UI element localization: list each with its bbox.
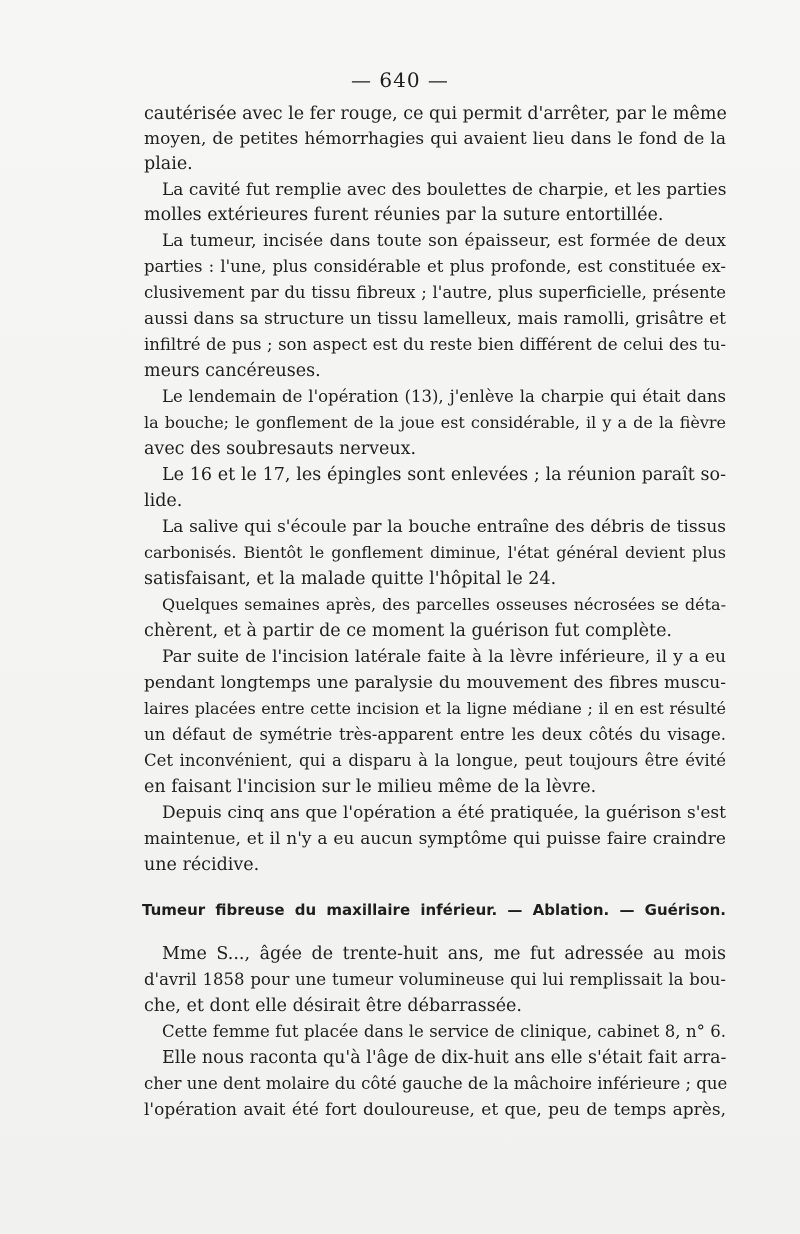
- text-line: Elle nous raconta qu'à l'âge de dix-huit ans elle s'était fait arra-: [162, 1048, 727, 1068]
- text-line: molles extérieures furent réunies par la suture entortillée.: [144, 205, 664, 225]
- text-line: Par suite de l'incision latérale faite à la lèvre inférieure, il y a eu: [162, 647, 726, 667]
- text-line: une récidive.: [144, 855, 260, 875]
- text-line: Quelques semaines après, des parcelles osseuses nécrosées se déta-: [162, 595, 726, 614]
- text-line: avec des soubresauts nerveux.: [144, 439, 417, 459]
- section-heading: Tumeur fibreuse du maxillaire inférieur. — Ablation. — Guérison.: [142, 901, 726, 919]
- text-line: infiltré de pus ; son aspect est du reste bien différent de celui des tu-: [144, 335, 726, 354]
- text-line: meurs cancéreuses.: [144, 361, 321, 381]
- text-line: Le 16 et le 17, les épingles sont enlevées ; la réunion paraît so-: [162, 465, 726, 485]
- text-line: Cet inconvénient, qui a disparu à la longue, peut toujours être évité: [144, 751, 726, 770]
- text-line: maintenue, et il n'y a eu aucun symptôme qui puisse faire craindre: [144, 829, 726, 849]
- text-line: l'opération avait été fort douloureuse, et que, peu de temps après,: [144, 1100, 726, 1120]
- text-line: clusivement par du tissu fibreux ; l'autre, plus superficielle, présente: [144, 283, 726, 302]
- text-line: laires placées entre cette incision et la ligne médiane ; il en est résulté: [144, 699, 726, 718]
- text-line: d'avril 1858 pour une tumeur volumineuse qui lui remplissait la bou-: [144, 970, 726, 989]
- text-line: pendant longtemps une paralysie du mouvement des fibres muscu-: [144, 673, 726, 693]
- text-line: aussi dans sa structure un tissu lamelleux, mais ramolli, grisâtre et: [144, 309, 726, 329]
- text-line: cher une dent molaire du côté gauche de la mâchoire inférieure ; que: [144, 1074, 728, 1093]
- text-line: lide.: [144, 491, 183, 511]
- text-line: un défaut de symétrie très-apparent entre les deux côtés du visage.: [144, 725, 726, 744]
- text-line: parties : l'une, plus considérable et plus profonde, est constituée ex-: [144, 257, 726, 276]
- text-line: plaie.: [144, 154, 193, 174]
- text-line: Cette femme fut placée dans le service de clinique, cabinet 8, n° 6.: [162, 1022, 726, 1041]
- page-number: — 640 —: [351, 68, 449, 92]
- text-line: chèrent, et à partir de ce moment la guérison fut complète.: [144, 621, 672, 641]
- text-line: moyen, de petites hémorrhagies qui avaient lieu dans le fond de la: [144, 129, 726, 149]
- text-line: Mme S..., âgée de trente-huit ans, me fut adressée au mois: [162, 944, 726, 964]
- text-line: Le lendemain de l'opération (13), j'enlève la charpie qui était dans: [162, 387, 726, 406]
- text-line: carbonisés. Bientôt le gonflement diminue, l'état général devient plus: [144, 543, 726, 562]
- text-line: satisfaisant, et la malade quitte l'hôpital le 24.: [144, 569, 557, 589]
- text-line: Depuis cinq ans que l'opération a été pratiquée, la guérison s'est: [162, 803, 726, 823]
- text-line: La tumeur, incisée dans toute son épaisseur, est formée de deux: [162, 231, 726, 251]
- text-line: che, et dont elle désirait être débarrassée.: [144, 996, 522, 1016]
- text-line: en faisant l'incision sur le milieu même de la lèvre.: [144, 777, 597, 797]
- text-line: La salive qui s'écoule par la bouche entraîne des débris de tissus: [162, 517, 726, 537]
- text-line: la bouche; le gonflement de la joue est considérable, il y a de la fièvre: [144, 413, 726, 432]
- text-line: cautérisée avec le fer rouge, ce qui permit d'arrêter, par le même: [144, 104, 727, 124]
- text-line: La cavité fut remplie avec des boulettes de charpie, et les parties: [162, 180, 727, 200]
